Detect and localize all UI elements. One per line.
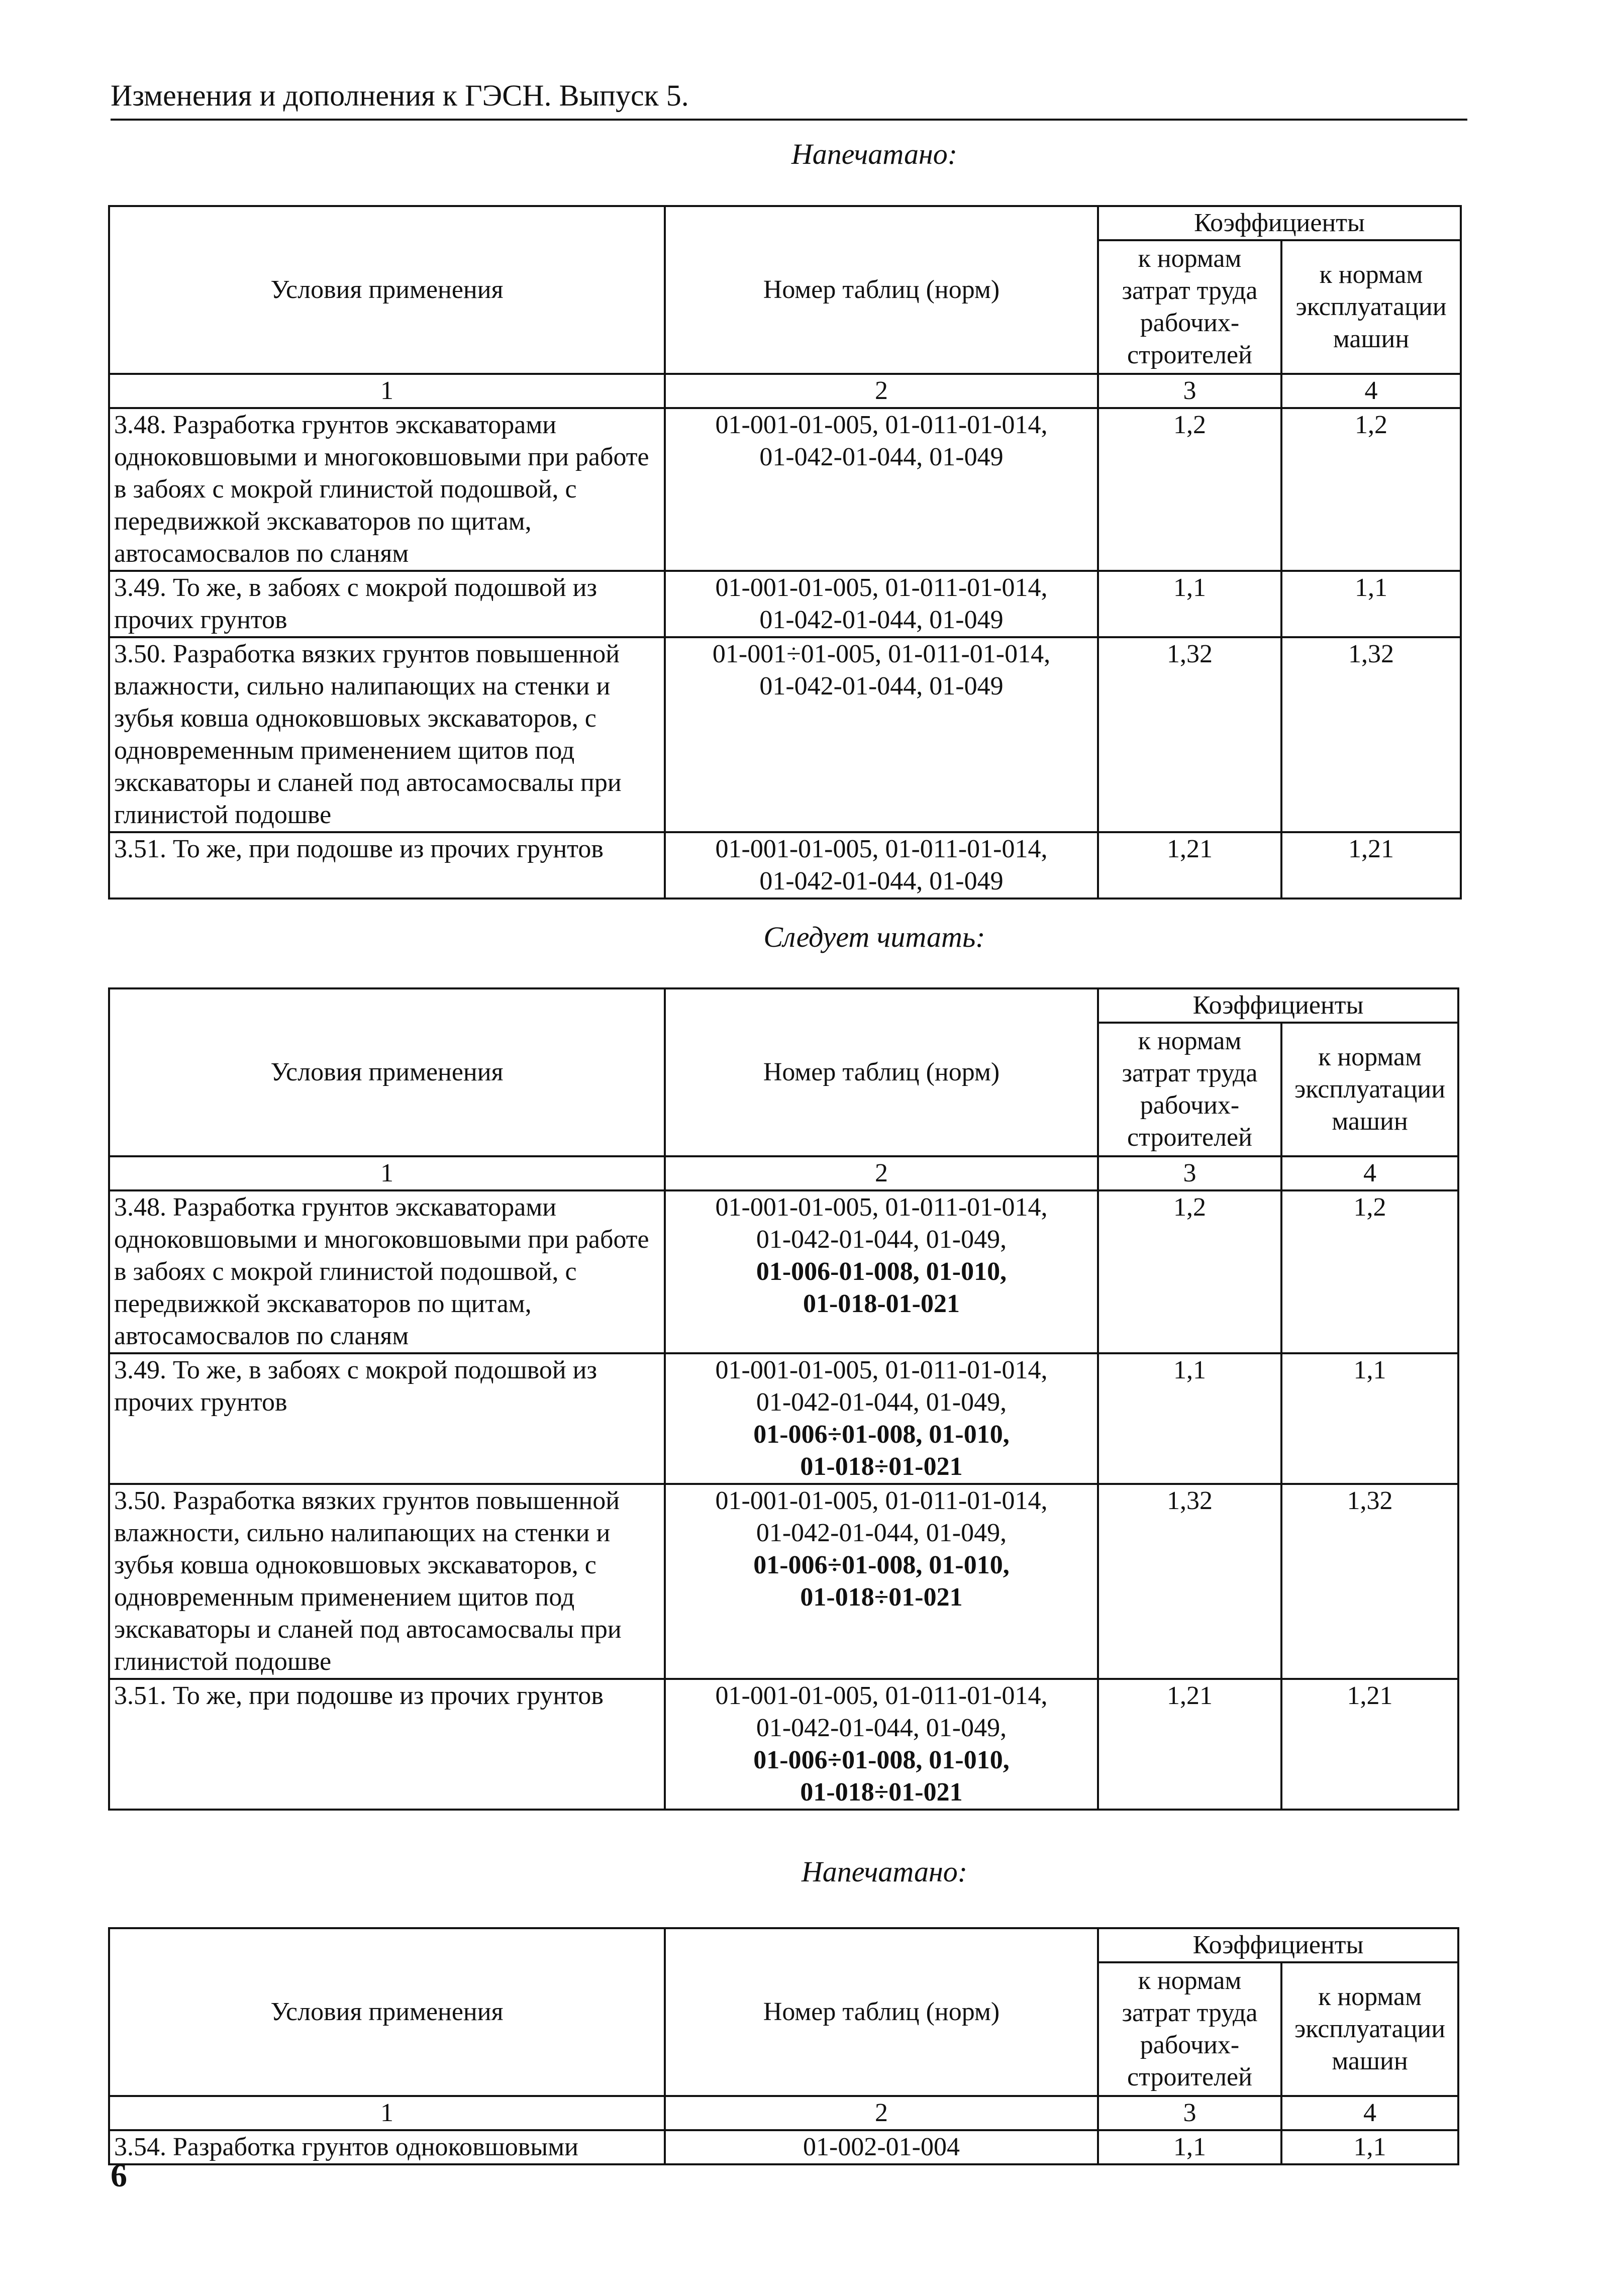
code-line-added: 01-006÷01-008, 01-010, xyxy=(753,1420,1010,1449)
codes-cell xyxy=(665,1679,1098,1810)
code-line: 01-001-01-005, 01-011-01-014, xyxy=(715,573,1048,602)
code-line-added: 01-018-01-021 xyxy=(803,1289,960,1318)
labor-coefficient: 1,32 xyxy=(1098,1484,1281,1679)
col-number: 3 xyxy=(1098,1156,1281,1190)
col-header-conditions: Условия применения xyxy=(109,988,665,1156)
col-number: 2 xyxy=(665,2096,1098,2130)
col-header-machines: к нормам эксплуатации машин xyxy=(1281,240,1461,374)
machines-coefficient: 1,21 xyxy=(1281,832,1461,899)
table-row xyxy=(109,1190,1458,1353)
col-header-coefficients: Коэффициенты xyxy=(1098,206,1461,240)
col-header-conditions: Условия применения xyxy=(109,1928,665,2096)
code-line: 01-042-01-044, 01-049, xyxy=(756,1388,1007,1417)
col-header-labor: к нормам затрат труда рабочих-строителей xyxy=(1098,1023,1281,1156)
machines-coefficient: 1,32 xyxy=(1281,1484,1458,1679)
machines-coefficient: 1,1 xyxy=(1281,571,1461,637)
machines-coefficient: 1,2 xyxy=(1281,1190,1458,1353)
col-number: 4 xyxy=(1281,374,1461,408)
code-line: 01-042-01-044, 01-049 xyxy=(759,867,1004,895)
machines-coefficient: 1,2 xyxy=(1281,408,1461,571)
labor-coefficient: 1,32 xyxy=(1098,637,1281,832)
col-number: 3 xyxy=(1098,374,1281,408)
codes-cell xyxy=(665,571,1098,637)
section-caption-printed-2: Напечатано: xyxy=(801,1855,968,1888)
col-number: 2 xyxy=(665,1156,1098,1190)
col-number: 3 xyxy=(1098,2096,1281,2130)
machines-coefficient: 1,32 xyxy=(1281,637,1461,832)
code-line: 01-001-01-005, 01-011-01-014, xyxy=(715,1193,1048,1222)
col-number: 1 xyxy=(109,1156,665,1190)
table-row xyxy=(109,637,1461,832)
code-line: 01-042-01-044, 01-049 xyxy=(759,672,1004,701)
condition-cell: 3.50. Разработка вязких грунтов повышенной влажности, сильно налипающих на стенки и зубья ковша одноковшовых экскаваторов, с одновременным применением щитов под экскаваторы и сланей под автосамосвалы при глинистой подошве xyxy=(109,1484,665,1679)
machines-coefficient: 1,21 xyxy=(1281,1679,1458,1810)
page-number: 6 xyxy=(111,2157,127,2194)
table-row xyxy=(109,2130,1458,2164)
condition-cell: 3.48. Разработка грунтов экскаваторами одноковшовыми и многоковшовыми при работе в забоях с мокрой глинистой подошвой, с передвижкой экскаваторов по щитам, автосамосвалов по сланям xyxy=(109,408,665,571)
labor-coefficient: 1,21 xyxy=(1098,1679,1281,1810)
table-row xyxy=(109,1353,1458,1484)
condition-cell: 3.51. То же, при подошве из прочих грунтов xyxy=(109,1679,665,1810)
condition-cell: 3.51. То же, при подошве из прочих грунтов xyxy=(109,832,665,899)
coefficients-table-corrected xyxy=(108,987,1459,1811)
code-line: 01-001-01-005, 01-011-01-014, xyxy=(715,1356,1048,1384)
code-line: 01-042-01-044, 01-049 xyxy=(759,606,1004,634)
codes-cell xyxy=(665,832,1098,899)
col-header-labor: к нормам затрат труда рабочих-строителей xyxy=(1098,240,1281,374)
labor-coefficient: 1,1 xyxy=(1098,2130,1281,2164)
col-header-coefficients: Коэффициенты xyxy=(1098,1928,1458,1962)
machines-coefficient: 1,1 xyxy=(1281,1353,1458,1484)
codes-cell xyxy=(665,1353,1098,1484)
labor-coefficient: 1,1 xyxy=(1098,1353,1281,1484)
code-line-added: 01-006-01-008, 01-010, xyxy=(756,1257,1007,1286)
code-line: 01-042-01-044, 01-049, xyxy=(756,1714,1007,1742)
code-line-added: 01-006÷01-008, 01-010, xyxy=(753,1746,1010,1774)
col-header-machines: к нормам эксплуатации машин xyxy=(1281,1962,1458,2096)
labor-coefficient: 1,1 xyxy=(1098,571,1281,637)
labor-coefficient: 1,21 xyxy=(1098,832,1281,899)
col-header-tables: Номер таблиц (норм) xyxy=(665,1928,1098,2096)
col-number: 4 xyxy=(1281,1156,1458,1190)
coefficients-table-printed-2 xyxy=(108,1927,1459,2165)
code-line-added: 01-018÷01-021 xyxy=(800,1778,963,1807)
condition-cell: 3.49. То же, в забоях с мокрой подошвой из прочих грунтов xyxy=(109,571,665,637)
col-header-tables: Номер таблиц (норм) xyxy=(665,206,1098,374)
col-header-tables: Номер таблиц (норм) xyxy=(665,988,1098,1156)
table-row xyxy=(109,571,1461,637)
code-line-added: 01-018÷01-021 xyxy=(800,1583,963,1612)
col-number: 1 xyxy=(109,374,665,408)
codes-cell xyxy=(665,1190,1098,1353)
section-caption-corrected: Следует читать: xyxy=(763,921,985,953)
code-line: 01-002-01-004 xyxy=(803,2133,960,2161)
col-number: 2 xyxy=(665,374,1098,408)
code-line: 01-001-01-005, 01-011-01-014, xyxy=(715,835,1048,863)
codes-cell xyxy=(665,637,1098,832)
code-line: 01-001-01-005, 01-011-01-014, xyxy=(715,1486,1048,1515)
table-row xyxy=(109,1679,1458,1810)
coefficients-table-printed xyxy=(108,205,1462,900)
col-header-labor: к нормам затрат труда рабочих-строителей xyxy=(1098,1962,1281,2096)
col-number: 4 xyxy=(1281,2096,1458,2130)
col-header-coefficients: Коэффициенты xyxy=(1098,988,1458,1023)
condition-cell: 3.49. То же, в забоях с мокрой подошвой из прочих грунтов xyxy=(109,1353,665,1484)
machines-coefficient: 1,1 xyxy=(1281,2130,1458,2164)
code-line: 01-001÷01-005, 01-011-01-014, xyxy=(712,640,1051,668)
codes-cell xyxy=(665,1484,1098,1679)
labor-coefficient: 1,2 xyxy=(1098,1190,1281,1353)
section-caption-printed: Напечатано: xyxy=(791,138,958,170)
col-header-machines: к нормам эксплуатации машин xyxy=(1281,1023,1458,1156)
code-line-added: 01-018÷01-021 xyxy=(800,1452,963,1481)
table-row xyxy=(109,408,1461,571)
labor-coefficient: 1,2 xyxy=(1098,408,1281,571)
code-line: 01-042-01-044, 01-049, xyxy=(756,1519,1007,1547)
condition-cell: 3.50. Разработка вязких грунтов повышенной влажности, сильно налипающих на стенки и зубья ковша одноковшовых экскаваторов, с одновременным применением щитов под экскаваторы и сланей под автосамосвалы при глинистой подошве xyxy=(109,637,665,832)
codes-cell xyxy=(665,408,1098,571)
code-line: 01-001-01-005, 01-011-01-014, xyxy=(715,411,1048,439)
condition-cell: 3.54. Разработка грунтов одноковшовыми xyxy=(109,2130,665,2164)
code-line: 01-042-01-044, 01-049 xyxy=(759,443,1004,471)
col-number: 1 xyxy=(109,2096,665,2130)
table-row xyxy=(109,1484,1458,1679)
running-header: Изменения и дополнения к ГЭСН. Выпуск 5. xyxy=(111,75,1467,121)
table-row xyxy=(109,832,1461,899)
code-line: 01-042-01-044, 01-049, xyxy=(756,1225,1007,1254)
condition-cell: 3.48. Разработка грунтов экскаваторами одноковшовыми и многоковшовыми при работе в забоях с мокрой глинистой подошвой, с передвижкой экскаваторов по щитам, автосамосвалов по сланям xyxy=(109,1190,665,1353)
col-header-conditions: Условия применения xyxy=(109,206,665,374)
codes-cell xyxy=(665,2130,1098,2164)
code-line: 01-001-01-005, 01-011-01-014, xyxy=(715,1681,1048,1710)
code-line-added: 01-006÷01-008, 01-010, xyxy=(753,1551,1010,1579)
